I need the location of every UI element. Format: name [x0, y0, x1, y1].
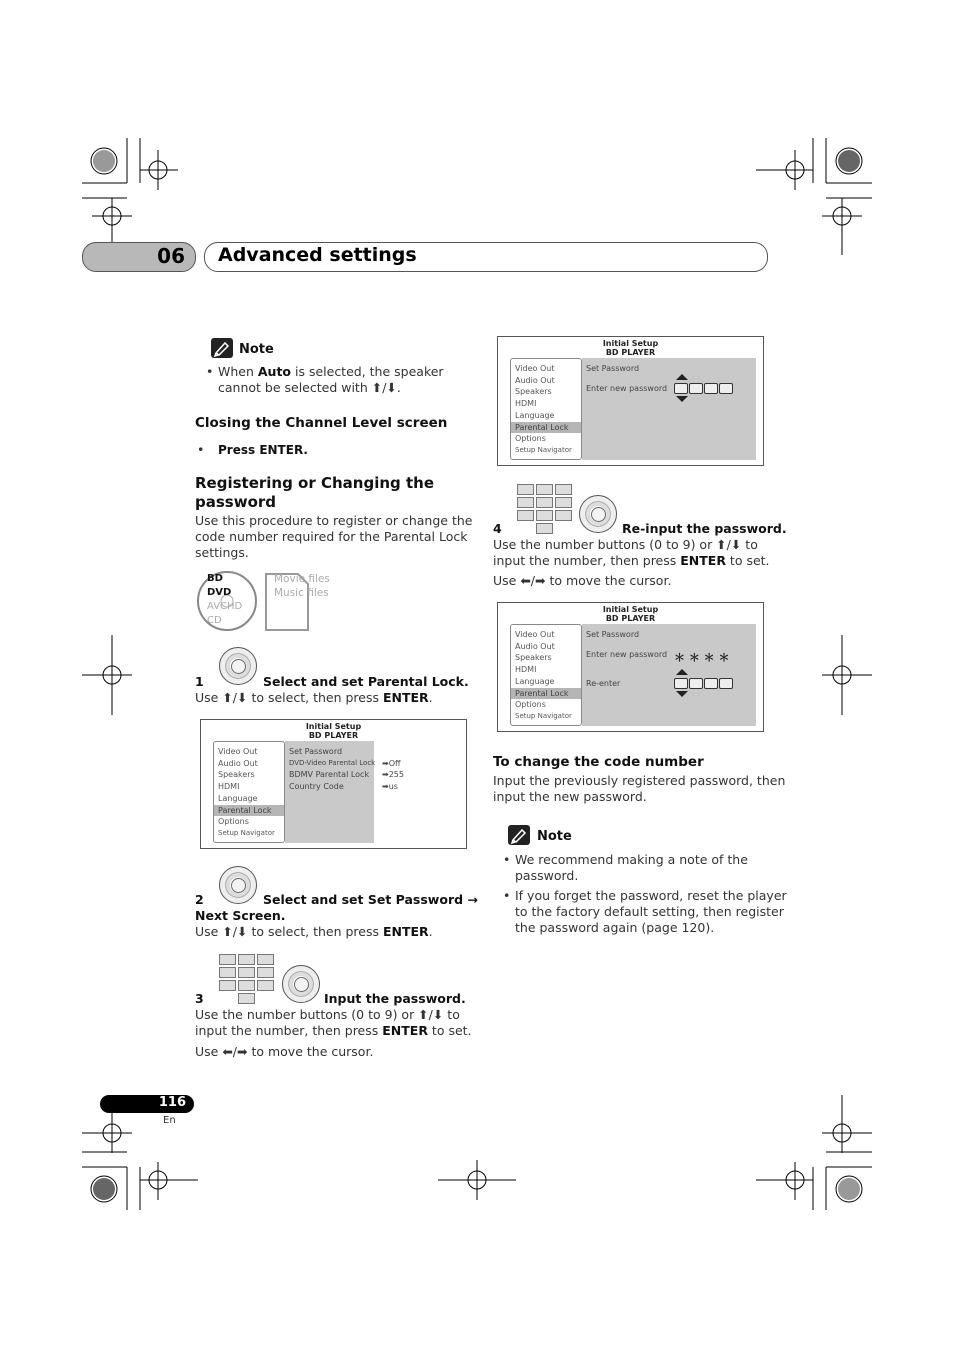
password-digit-box: [674, 678, 688, 689]
screen-menu: [213, 741, 285, 843]
step3-cursor: Use ⬅/➡ to move the cursor.: [195, 1044, 374, 1059]
menu-item: Speakers: [218, 770, 255, 780]
setting-item: BDMV Parental Lock: [289, 770, 370, 779]
intro-line: settings.: [195, 545, 249, 560]
change-code-text: [493, 773, 785, 805]
note-bullet: •: [206, 364, 214, 379]
note-bullet: •: [503, 852, 511, 867]
note-text: [218, 364, 444, 396]
arrow-down-icon: [676, 691, 688, 697]
step3-line: input the number, then press: [195, 1023, 383, 1038]
setup-screen-reenter-password: [497, 602, 764, 732]
note-line: We recommend making a note of the: [515, 852, 748, 867]
note-bullet: •: [503, 888, 511, 903]
screen-title: [201, 722, 466, 740]
setting-item: Enter new password: [586, 650, 668, 659]
change-code-line: Input the previously registered password, then: [493, 773, 786, 788]
step1-use: Use ⬆/⬇ to select, then press: [195, 690, 383, 705]
step4-instructions: [493, 537, 770, 569]
setting-item: Set Password: [289, 747, 343, 756]
step2-period: .: [428, 924, 433, 939]
menu-item-selected: Parental Lock: [214, 805, 284, 817]
menu-item: Video Out: [515, 364, 555, 373]
menu-item: Audio Out: [218, 758, 258, 768]
change-code-line: input the new password.: [493, 789, 647, 804]
disc-label-dvd: DVD: [207, 587, 232, 598]
setting-item: Re-enter: [586, 679, 621, 688]
note-text-bold: Auto: [257, 364, 292, 379]
intro-line: Use this procedure to register or change the: [195, 513, 473, 528]
step4-line: to set.: [725, 553, 770, 568]
number-keypad-icon: [219, 954, 279, 1006]
screen-menu: [510, 358, 582, 460]
menu-item: Audio Out: [515, 641, 555, 651]
screen-title-line: Initial Setup: [602, 339, 659, 348]
screen-title-line: BD PLAYER: [605, 348, 656, 357]
step4-title: Re-input the password.: [622, 521, 787, 536]
setting-item: Enter new password: [586, 384, 668, 393]
directional-pad-icon: [219, 866, 257, 904]
note-line: to the factory default setting, then register: [515, 904, 784, 919]
password-digit-box: [719, 383, 733, 394]
registering-heading: [195, 474, 434, 512]
menu-item: Options: [218, 817, 249, 827]
setting-value: ➡us: [382, 782, 398, 791]
setting-item: Set Password: [586, 630, 640, 639]
step2-title: Select and set Set Password →: [263, 892, 478, 907]
directional-pad-icon: [219, 647, 257, 685]
directional-pad-icon: [282, 965, 320, 1003]
menu-item: HDMI: [218, 782, 240, 792]
menu-item: Speakers: [515, 387, 552, 397]
page-number: 116: [158, 1095, 186, 1110]
screen-title-line: Initial Setup: [602, 605, 659, 614]
screen-settings-panel: [582, 624, 756, 726]
file-label-movie: Movie files: [274, 573, 330, 585]
menu-item-selected: Parental Lock: [511, 688, 581, 700]
screen-title-line: BD PLAYER: [605, 614, 656, 623]
note-text: [515, 888, 787, 936]
chapter-number-tab: [82, 242, 196, 272]
step4-cursor: Use ⬅/➡ to move the cursor.: [493, 573, 672, 588]
change-code-heading: To change the code number: [493, 754, 704, 770]
note-text-part: When: [218, 364, 258, 379]
screen-title: [498, 605, 763, 623]
closing-bullet: •: [197, 442, 205, 457]
closing-heading: Closing the Channel Level screen: [195, 415, 448, 431]
password-stars: ＊ ＊ ＊ ＊: [674, 651, 730, 664]
step1-period: .: [428, 690, 433, 705]
step1-number: 1: [195, 674, 204, 689]
step2-use: Use ⬆/⬇ to select, then press: [195, 924, 383, 939]
heading-line: password: [195, 493, 277, 511]
directional-pad-icon: [579, 495, 617, 533]
intro-line: code number required for the Parental Lock: [195, 529, 468, 544]
step4-line: input the number, then press: [493, 553, 681, 568]
password-digit-box: [689, 383, 703, 394]
closing-step: Press ENTER.: [218, 443, 308, 457]
menu-item: Language: [218, 793, 258, 803]
password-digit-box: [719, 678, 733, 689]
setup-screen-parental-lock: [200, 719, 467, 849]
language-code: En: [163, 1115, 176, 1126]
note-label: Note: [537, 829, 572, 844]
menu-item: Options: [515, 434, 546, 444]
step2-enter: ENTER: [382, 924, 429, 939]
step3-enter: ENTER: [382, 1023, 428, 1038]
step2-title-cont: Next Screen.: [195, 908, 286, 923]
step2-number: 2: [195, 892, 204, 907]
note-pencil-icon: [211, 338, 233, 358]
chapter-number: 06: [157, 244, 185, 268]
menu-item: HDMI: [515, 399, 537, 409]
menu-item: Setup Navigator: [515, 445, 572, 454]
password-digit-box: [704, 383, 718, 394]
page-number-tab: [100, 1095, 194, 1113]
disc-label-bd: BD: [207, 573, 223, 584]
chapter-title: Advanced settings: [218, 244, 417, 266]
step3-instructions: [195, 1007, 472, 1039]
password-digit-box: [704, 678, 718, 689]
screen-title-line: Initial Setup: [305, 722, 362, 731]
step4-number: 4: [493, 521, 502, 536]
note-line: If you forget the password, reset the player: [515, 888, 787, 903]
setting-value: ➡255: [382, 770, 404, 779]
note-line: password.: [515, 868, 579, 883]
setting-item: Country Code: [289, 782, 344, 791]
arrow-up-icon: [676, 374, 688, 380]
arrow-up-icon: [676, 669, 688, 675]
setting-item: DVD-Video Parental Lock: [289, 759, 376, 767]
arrow-down-icon: [676, 396, 688, 402]
password-digit-box: [674, 383, 688, 394]
screen-title: [498, 339, 763, 357]
screen-settings-panel: [285, 741, 374, 843]
menu-item: Language: [515, 676, 555, 686]
menu-item: Audio Out: [515, 375, 555, 385]
screen-settings-panel: [582, 358, 756, 460]
setting-value: ➡Off: [382, 759, 401, 768]
registering-intro: [195, 513, 472, 561]
menu-item: Setup Navigator: [218, 828, 275, 837]
step2-instructions: [195, 924, 433, 940]
screen-title-line: BD PLAYER: [308, 731, 359, 740]
step1-instructions: [195, 690, 433, 706]
menu-item-selected: Parental Lock: [511, 422, 581, 434]
step1-title: Select and set Parental Lock.: [263, 674, 469, 689]
number-keypad-icon: [517, 484, 577, 536]
step3-line: to set.: [427, 1023, 472, 1038]
menu-item: Speakers: [515, 653, 552, 663]
note-line: the password again (page 120).: [515, 920, 715, 935]
step3-title: Input the password.: [324, 991, 466, 1006]
password-digit-box: [689, 678, 703, 689]
disc-label-avchd: AVCHD: [207, 601, 243, 612]
heading-line: Registering or Changing the: [195, 474, 435, 492]
disc-label-cd: CD: [207, 615, 222, 626]
menu-item: Options: [515, 700, 546, 710]
menu-item: Video Out: [218, 747, 258, 756]
note-text-line2: cannot be selected with ⬆/⬇.: [218, 380, 401, 395]
menu-item: Setup Navigator: [515, 711, 572, 720]
note-text: [515, 852, 748, 884]
setup-screen-enter-password: [497, 336, 764, 466]
step4-line: Use the number buttons (0 to 9) or ⬆/⬇ to: [493, 537, 758, 552]
note-pencil-icon: [508, 825, 530, 845]
file-label-music: Music files: [274, 587, 329, 599]
menu-item: Language: [515, 410, 555, 420]
chapter-title-tab: [204, 242, 768, 272]
menu-item: HDMI: [515, 665, 537, 675]
note-text-part: is selected, the speaker: [291, 364, 444, 379]
step4-enter: ENTER: [680, 553, 726, 568]
note-label: Note: [239, 342, 274, 357]
step1-enter: ENTER: [382, 690, 429, 705]
step3-number: 3: [195, 991, 204, 1006]
screen-menu: [510, 624, 582, 726]
step3-line: Use the number buttons (0 to 9) or ⬆/⬇ to: [195, 1007, 460, 1022]
menu-item: Video Out: [515, 630, 555, 639]
setting-item: Set Password: [586, 364, 640, 373]
